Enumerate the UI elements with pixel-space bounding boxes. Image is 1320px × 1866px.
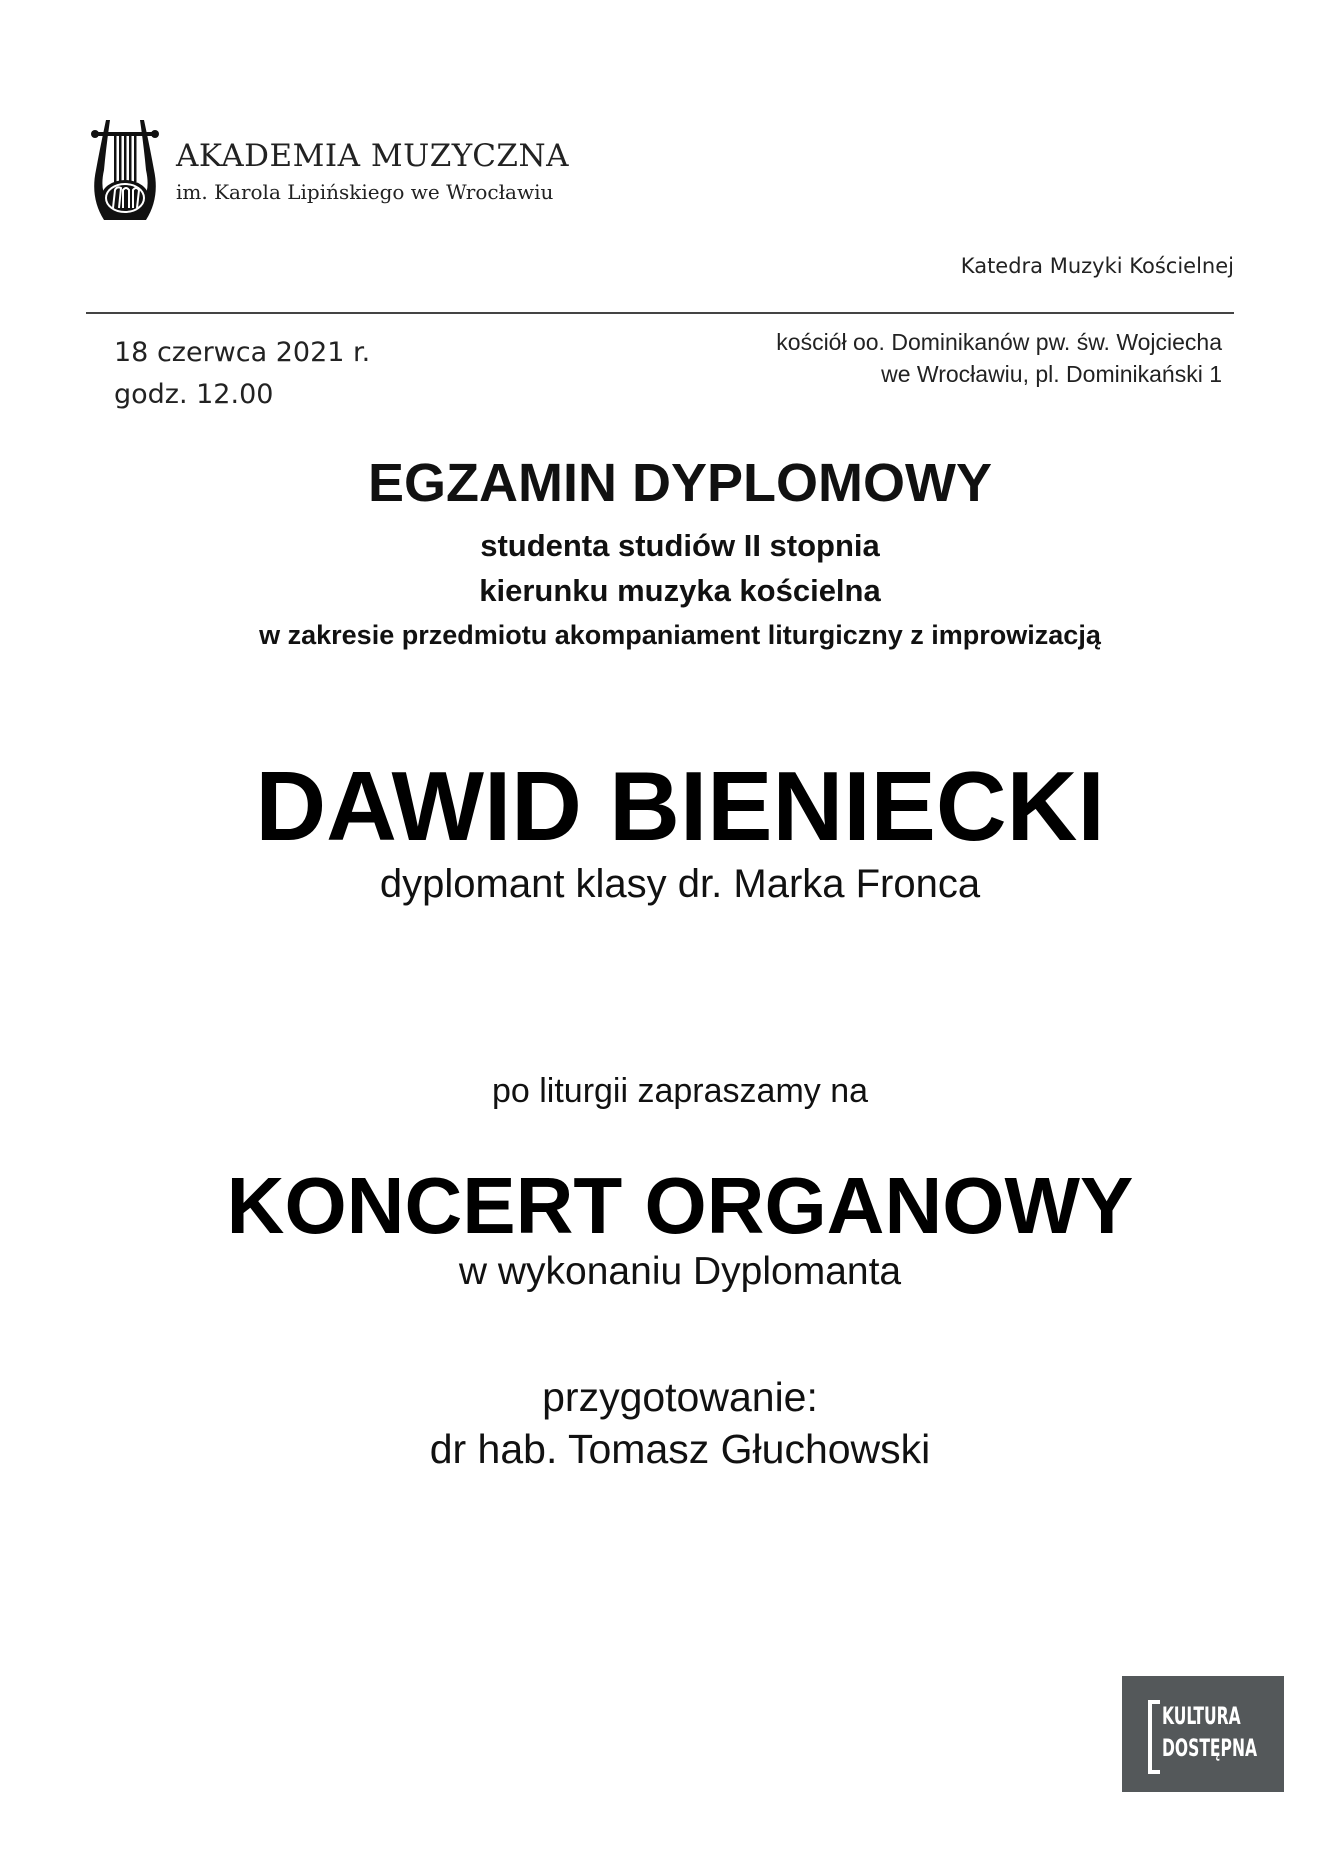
event-venue (776, 326, 1222, 390)
exam-field: kierunku muzyka kościelna (479, 573, 881, 608)
event-datetime (114, 332, 370, 416)
badge-line-2: DOSTĘPNA (1162, 1734, 1257, 1762)
event-time: godz. 12.00 (114, 379, 274, 410)
exam-degree: studenta studiów II stopnia (480, 528, 880, 563)
event-date: 18 czerwca 2021 r. (114, 337, 371, 368)
prep-label: przygotowanie: (542, 1374, 818, 1420)
exam-title: EGZAMIN DYPLOMOWY (368, 453, 992, 513)
badge-text (1162, 1700, 1257, 1764)
concert-title: KONCERT ORGANOWY (226, 1161, 1134, 1250)
concert-invite: po liturgii zapraszamy na (491, 1072, 869, 1110)
student-name: DAWID BIENIECKI (255, 751, 1105, 861)
department-name: Katedra Muzyki Kościelnej (960, 254, 1234, 278)
header-divider (86, 312, 1234, 314)
venue-line-1: kościół oo. Dominikanów pw. św. Wojciecha (776, 329, 1222, 355)
student-class: dyplomant klasy dr. Marka Fronca (379, 862, 981, 906)
academy-subtitle: im. Karola Lipińskiego we Wrocławiu (176, 180, 554, 204)
prep-name: dr hab. Tomasz Głuchowski (429, 1426, 931, 1472)
exam-subject: w zakresie przedmiotu akompaniament liturgiczny z improwizacją (259, 620, 1101, 650)
bracket-icon (1148, 1700, 1160, 1774)
kultura-dostepna-badge (1122, 1676, 1284, 1792)
lyre-icon (86, 118, 164, 222)
badge-line-1: KULTURA (1162, 1702, 1241, 1730)
concert-performer: w wykonaniu Dyplomanta (458, 1250, 902, 1293)
venue-line-2: we Wrocławiu, pl. Dominikański 1 (881, 361, 1222, 387)
academy-name: AKADEMIA MUZYCZNA (176, 138, 569, 174)
